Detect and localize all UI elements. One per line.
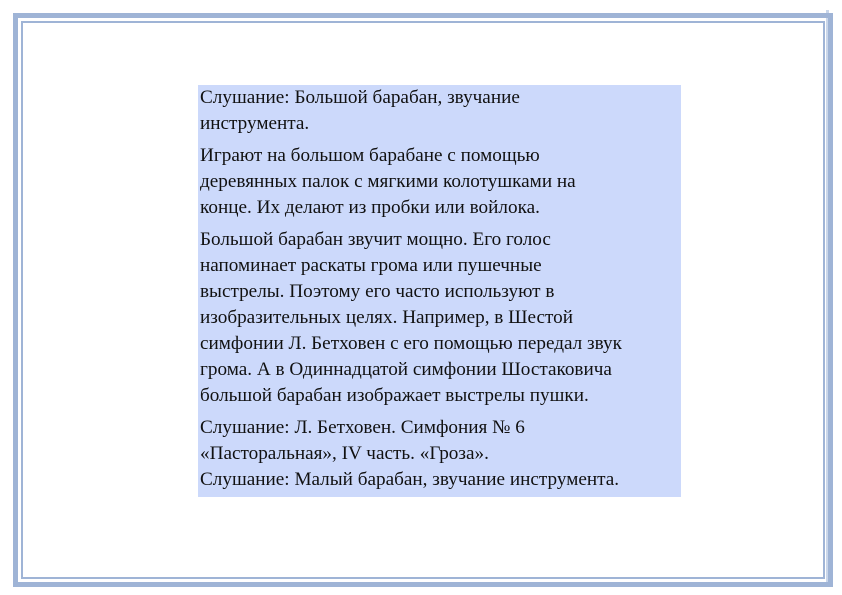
text-block — [198, 85, 681, 497]
text-line: Слушание: Л. Бетховен. Симфония № 6 — [200, 417, 525, 438]
paragraph-listening-bass-drum — [200, 85, 681, 137]
paragraph-listening-works — [200, 415, 681, 493]
text-line: симфонии Л. Бетховен с его помощью передал звук — [200, 333, 622, 354]
text-line: «Пасторальная», IV часть. «Гроза». — [200, 443, 489, 464]
text-line: грома. А в Одиннадцатой симфонии Шостаковича — [200, 359, 612, 380]
text-line: напоминает раскаты грома или пушечные — [200, 255, 542, 276]
text-line: деревянных палок с мягкими колотушками на — [200, 171, 576, 192]
text-line: Играют на большом барабане с помощью — [200, 145, 540, 166]
paragraph-sound-description — [200, 227, 681, 409]
text-line: большой барабан изображает выстрелы пушки. — [200, 385, 589, 406]
text-line: выстрелы. Поэтому его часто используют в — [200, 281, 555, 302]
text-line: Слушание: Малый барабан, звучание инструмента. — [200, 469, 620, 490]
text-line: Слушание: Большой барабан, звучание — [200, 87, 520, 108]
paragraph-playing-technique — [200, 143, 681, 221]
text-line: инструмента. — [200, 113, 310, 134]
text-line: изобразительных целях. Например, в Шестой — [200, 307, 574, 328]
text-line: Большой барабан звучит мощно. Его голос — [200, 229, 551, 250]
text-line: конце. Их делают из пробки или войлока. — [200, 197, 540, 218]
